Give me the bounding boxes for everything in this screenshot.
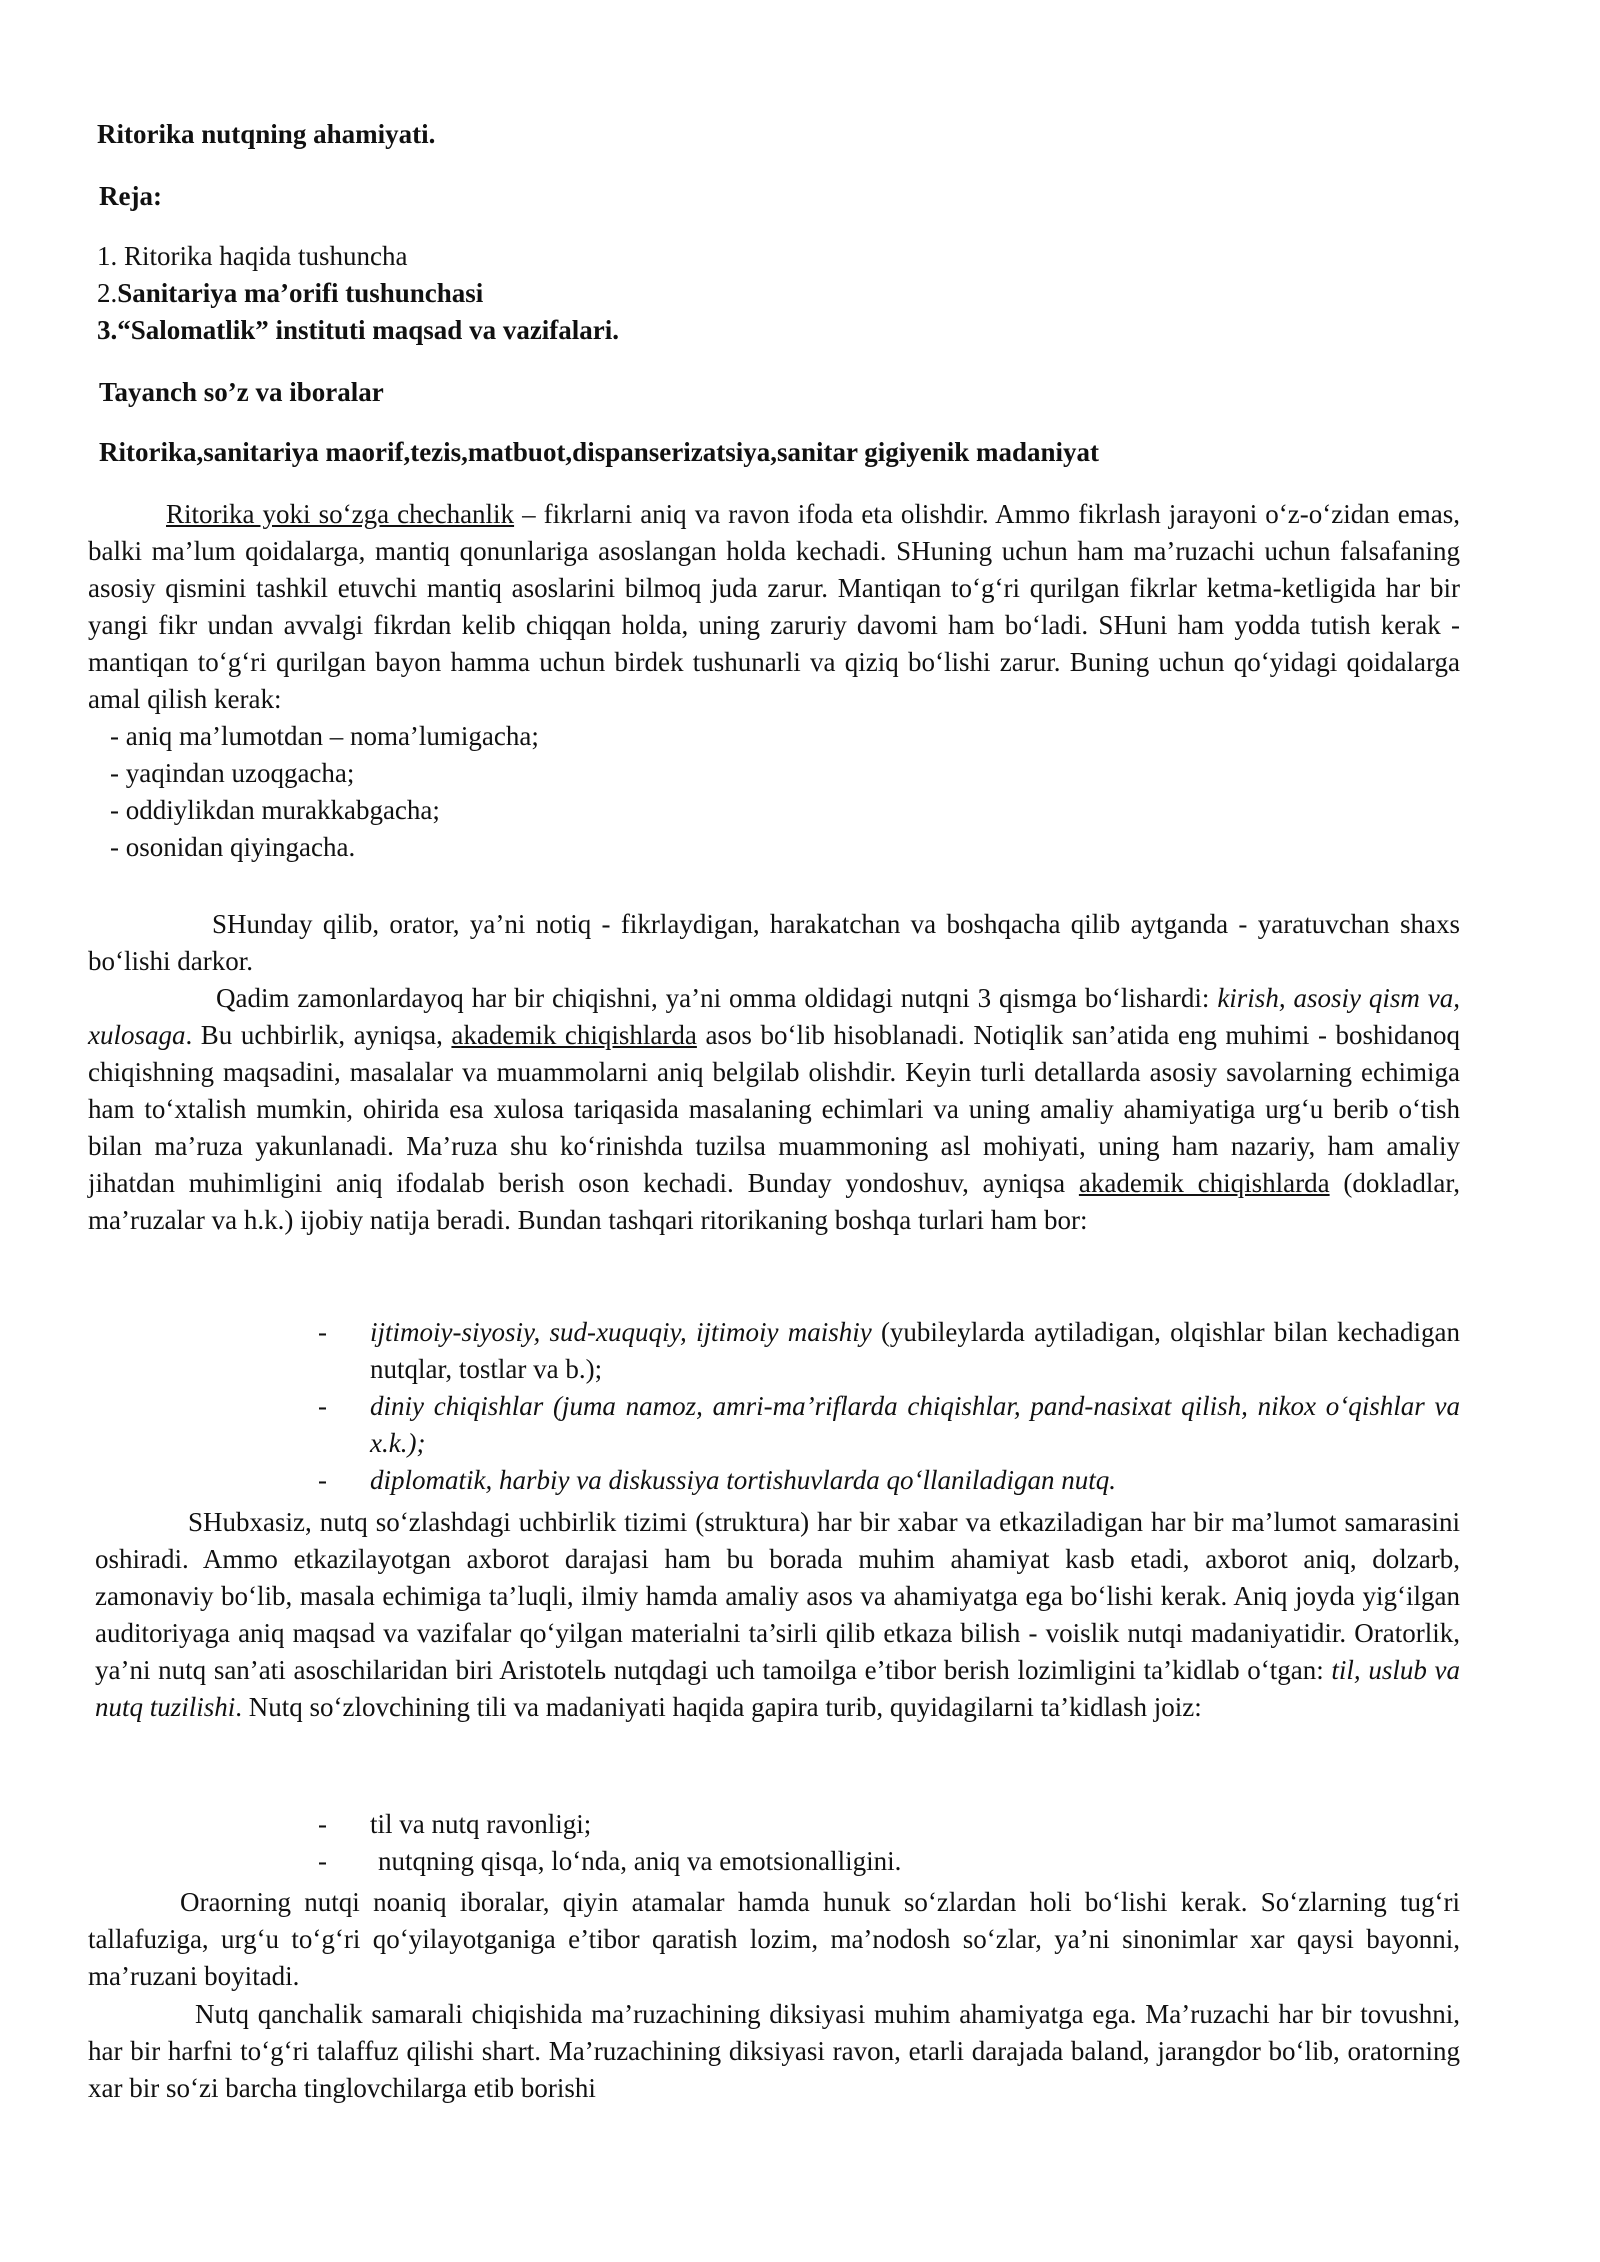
plan-heading: Reja: [99,181,162,211]
paragraph-3-part-a: Qadim zamonlardayoq har bir chiqishni, ya’ni omma oldidagi nutqni 3 qismga bo‘lishardi: [216,983,1218,1013]
list-item [318,1314,1460,1388]
plan-item-3 [97,312,619,349]
list-item-italic: diplomatik, harbiy va diskussiya tortishuvlarda qo‘llaniladigan nutq. [370,1465,1116,1495]
rules-list [88,718,1460,866]
paragraph-5-text: Oraorning nutqi noaniq iboralar, qiyin atamalar hamda hunuk so‘zlardan holi bo‘lishi kerak. So‘zlarning tug‘ri tallafuziga, urg‘u to‘g‘ri qo‘yilayotganiga e’tibor qaratish lozim, ma’nodosh so‘zlar, ya’ni sinonimlar xar qaysi bayonni, ma’ruzani boyitadi. [88,1887,1460,1991]
document-title: Ritorika nutqning ahamiyati. [97,119,436,149]
paragraph-4-part-b: . Nutq so‘zlovchining tili va madaniyati haqida gapira turib, quyidagilarni ta’kidlash joiz: [235,1692,1202,1722]
rule-item: - aniq ma’lumotdan – noma’lumigacha; [110,721,539,751]
paragraph-5 [88,1884,1460,1995]
paragraph-3-text [88,980,1460,1239]
list-item-italic: ijtimoiy-siyosiy, sud-xuquqiy, ijtimoiy maishiy [370,1317,872,1347]
list-item [318,1843,1460,1880]
list-item [318,1462,1460,1499]
plan-item-2-number: 2. [97,278,118,308]
list-dash: - [318,1846,327,1876]
plan-item-1: 1. Ritorika haqida tushuncha [97,241,408,271]
paragraph-1-text [88,496,1460,718]
paragraph-3 [88,980,1460,1239]
rule-item: - osonidan qiyingacha. [110,832,356,862]
paragraph-2 [88,906,1460,980]
paragraph-4-text [95,1504,1460,1726]
list-item-text [370,1388,1460,1462]
speech-qualities-list [318,1806,1460,1880]
paragraph-3-part-b: . Bu uchbirlik, ayniqsa, [185,1020,452,1050]
paragraph-1-rest: – fikrlarni aniq va ravon ifoda eta olishdir. Ammo fikrlash jarayoni o‘z-o‘zidan emas, balki ma’lum qoidalarga, mantiq qonunlariga asoslangan holda kechadi. SHuning uchun ham ma’ruzachi uchun falsafaning asosiy qismini tashkil etuvchi mantiq asoslarini bilmoq juda zarur. Mantiqan to‘g‘ri qurilgan fikrlar ketma-ketligida har bir yangi fikr undan avvalgi fikrdan kelib chiqqan holda, uning zaruriy davomi ham bo‘ladi. SHuni ham yodda tutish kerak - mantiqan to‘g‘ri qurilgan bayon hamma uchun birdek tushunarli va qiziq bo‘lishi zarur. Buning uchun qo‘yidagi qoidalarga amal qilish kerak: [88,499,1460,714]
list-item-text [370,1462,1460,1499]
keywords-list: Ritorika,sanitariya maorif,tezis,matbuot,dispanserizatsiya,sanitar gigiyenik madaniyat [99,437,1100,467]
rhetoric-types-list [318,1314,1460,1499]
paragraph-3-part-c: asos bo‘lib hisoblanadi. Notiqlik san’atida eng muhimi - boshidanoq chiqishning maqsadini, masalalar va muammolarni aniq belgilab olishdir. Keyin turli detallarda asosiy savolarning echimiga ham to‘xtalish mumkin, ohirida esa xulosa tariqasida masalaning echimlari va uning amaliy ahamiyatiga urg‘u berib o‘tish bilan ma’ruza yakunlanadi. Ma’ruza shu ko‘rinishda tuzilsa muammoning asl mohiyati, uning ham nazariy, ham amaliy jihatdan muhimligini aniq ifodalab berish oson kechadi. Bunday yondoshuv, ayniqsa [88,1020,1460,1198]
list-dash: - [318,1317,327,1347]
paragraph-1 [88,496,1460,866]
paragraph-3-part-d: (dokladlar, ma’ruzalar va h.k.) ijobiy natija beradi. Bundan tashqari ritorikaning boshqa turlari ham bor: [88,1168,1460,1235]
plan-item-2-text: Sanitariya ma’orifi tushunchasi [117,278,484,308]
list-item-text: til va nutq ravonligi; [370,1809,592,1839]
list-item [318,1388,1460,1462]
paragraph-4 [95,1504,1460,1726]
paragraph-6 [88,1996,1460,2107]
list-item-italic: diniy chiqishlar (juma namoz, amri-ma’riflarda chiqishlar, pand-nasixat qilish, nikox o‘qishlar va x.k.); [370,1391,1460,1458]
list-item-text: nutqning qisqa, lo‘nda, aniq va emotsionalligini. [378,1846,902,1876]
rule-item: - yaqindan uzoqgacha; [110,758,355,788]
list-dash: - [318,1809,327,1839]
term-link-akademik-1: akademik chiqishlarda [451,1020,697,1050]
paragraph-2-text: SHunday qilib, orator, ya’ni notiq - fikrlaydigan, harakatchan va boshqacha qilib aytganda - yaratuvchan shaxs bo‘lishi darkor. [88,909,1460,976]
list-dash: - [318,1391,327,1421]
paragraph-6-text: Nutq qanchalik samarali chiqishida ma’ruzachining diksiyasi muhim ahamiyatga ega. Ma’ruzachi har bir tovushni, har bir harfni to‘g‘ri talaffuz qilishi shart. Ma’ruzachining diksiyasi ravon, etarli darajada baland, jarangdor bo‘lib, oratorning xar bir so‘zi barcha tinglovchilarga etib borishi [88,1999,1460,2103]
plan-item-3-text: 3.“Salomatlik” instituti maqsad va vazifalari. [97,315,620,345]
plan-item-2 [97,275,619,312]
paragraph-4-part-a: SHubxasiz, nutq so‘zlashdagi uchbirlik tizimi (struktura) har bir xabar va etkaziladigan har bir ma’lumot samarasini oshiradi. Ammo etkazilayotgan axborot darajasi ham bu borada muhim ahamiyat kasb etadi, axborot aniq, dolzarb, zamonaviy bo‘lib, masala echimiga ta’luqli, ilmiy hamda amaliy asos va ahamiyatga ega bo‘lishi kerak. Aniq joyda yig‘ilgan auditoriyaga aniq maqsad va vazifalar qo‘yilgan materialni ta’sirli qilib etkaza bilish - voislik nutqi madaniyatidir. Oratorlik, ya’ni nutq san’ati asoschilaridan biri Aristotelь nutqdagi uch tamoilga e’tibor berish lozimligini ta’kidlab o‘tgan: [95,1507,1460,1685]
term-link-akademik-2: akademik chiqishlarda [1078,1168,1330,1198]
rule-item: - oddiylikdan murakkabgacha; [110,795,440,825]
plan-list [97,238,619,349]
list-dash: - [318,1465,327,1495]
keywords-heading: Tayanch so’z va iboralar [99,377,384,407]
list-item [318,1806,1460,1843]
term-link-ritorika: Ritorika yoki so‘zga chechanlik [166,499,515,529]
paragraph-3-italic: kirish, asosiy qism va, xulosaga [88,983,1460,1050]
list-item-text [370,1314,1460,1388]
list-item-rest: (yubileylarda aytiladigan, olqishlar bilan kechadigan nutqlar, tostlar va b.); [370,1317,1460,1384]
paragraph-4-italic: til, uslub va nutq tuzilishi [95,1655,1461,1722]
